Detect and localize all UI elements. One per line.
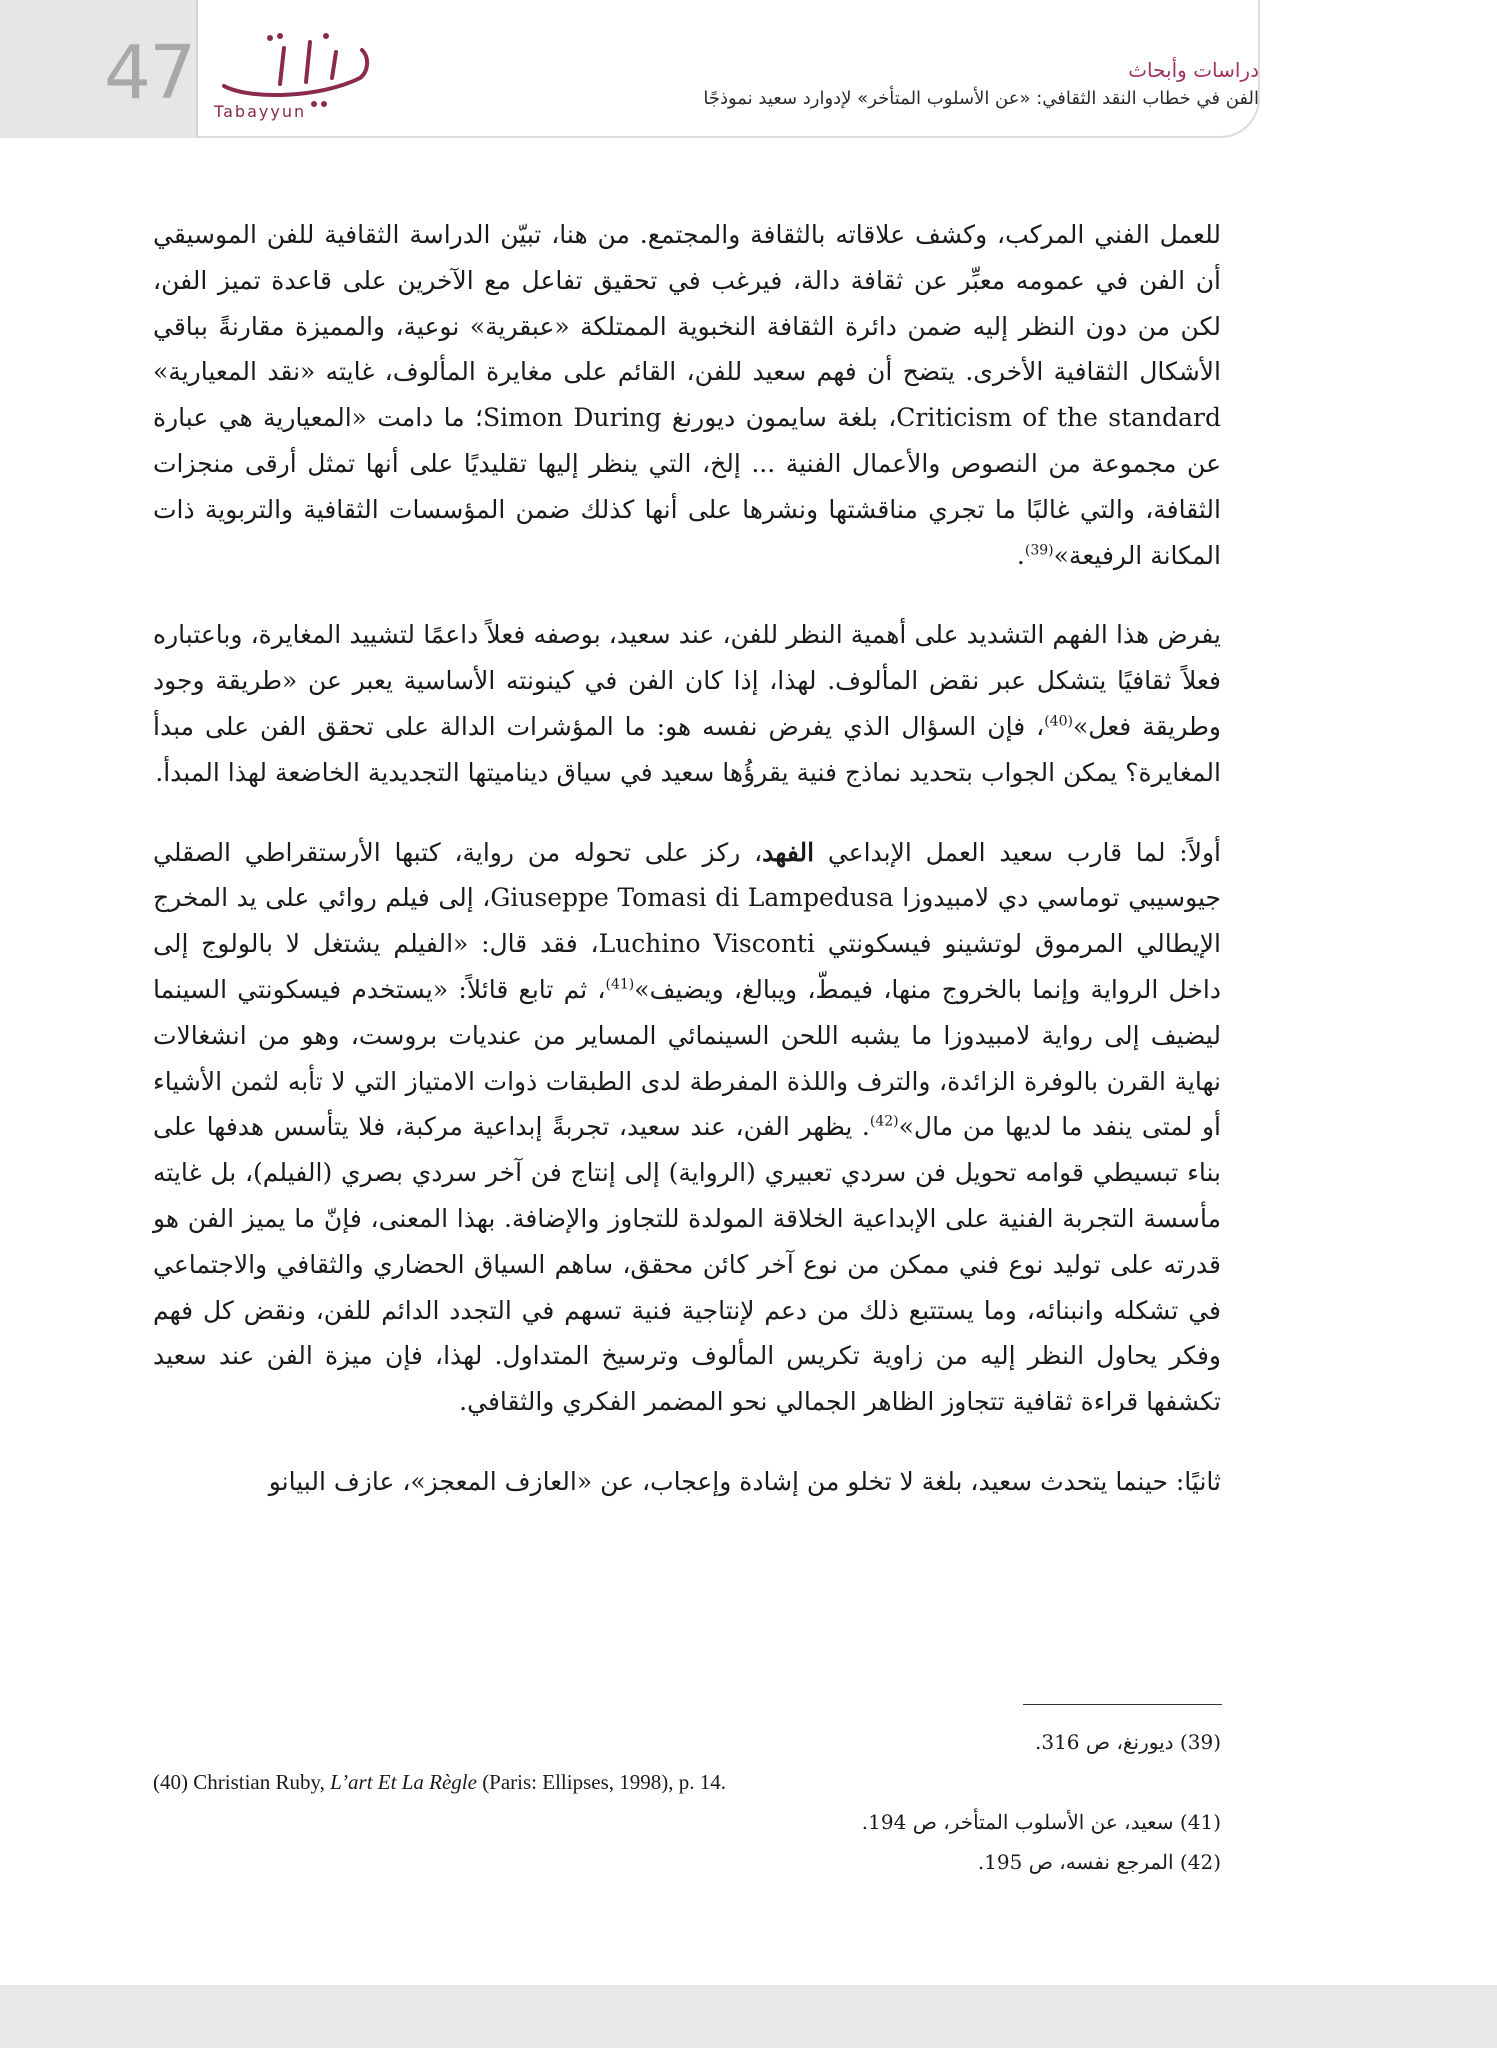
footnote-ref: (41) bbox=[605, 976, 635, 993]
page-number: 47 bbox=[104, 30, 195, 116]
footer-band bbox=[0, 1985, 1497, 2048]
paragraph-1: للعمل الفني المركب، وكشف علاقاته بالثقافة والمجتمع. من هنا، تبيّن الدراسة الثقافية للفن الموسيقي أن الفن في عمومه معبِّر عن ثقافة دالة، فيرغب في تحقيق تفاعل مع الآخرين على قاعدة تميز الفن، لكن من دون النظر إليه ضمن دائرة الثقافة النخبوية الممتلكة «عبقرية» نوعية، والمميزة مقارنةً بباقي الأشكال الثقافية الأخرى. يتضح أن فهم سعيد للفن، القائم على مغايرة المألوف، غايته «نقد المعيارية» Criticism of the standard، بلغة سايمون ديورنغ Simon During؛ ما دامت «المعيارية هي عبارة عن مجموعة من النصوص والأعمال الفنية ... إلخ، التي ينظر إليها تقليديًا على أنها تمثل أرقى منجزات الثقافة، والتي غالبًا ما تجري مناقشتها ونشرها على أنها كذلك ضمن المؤسسات الثقافية والتربوية ذات المكانة الرفيعة»$^{(39)}$. bbox=[153, 220, 1221, 570]
footnote-rule bbox=[1023, 1704, 1222, 1705]
paragraph-2: يفرض هذا الفهم التشديد على أهمية النظر للفن، عند سعيد، بوصفه فعلاً داعمًا لتشييد المغايرة، وباعتباره فعلاً ثقافيًا يتشكل عبر نقض المألوف. لهذا، إذا كان الفن في كينونته الأساسية يعبر عن «طريقة وجود وطريقة فعل»$^{(40)}$، فإن السؤال الذي يفرض نفسه هو: ما المؤشرات الدالة على تحقق الفن على مبدأ المغايرة؟ يمكن الجواب بتحديد نماذج فنية يقرؤُها سعيد في سياق ديناميتها التجديدية الخاضعة لهذا المبدأ. bbox=[153, 620, 1221, 787]
latin-term: Criticism of the standard bbox=[896, 403, 1221, 433]
tabayyun-logo bbox=[210, 28, 390, 132]
article-body bbox=[153, 212, 1221, 1539]
bold-title: الفهد bbox=[762, 837, 815, 867]
book-title: L’art Et La Règle bbox=[330, 1770, 477, 1794]
footnote-42: (42) المرجع نفسه، ص 195. bbox=[977, 1850, 1221, 1874]
section-label: دراسات وأبحاث bbox=[1128, 58, 1259, 82]
footnote-ref: (40) bbox=[1044, 713, 1073, 730]
latin-name: Luchino Visconti bbox=[598, 929, 815, 959]
footnote-41: (41) سعيد، عن الأسلوب المتأخر، ص 194. bbox=[861, 1810, 1221, 1834]
running-title: الفن في خطاب النقد الثقافي: «عن الأسلوب المتأخر» لإدوارد سعيد نموذجًا bbox=[703, 88, 1259, 109]
logo-latin-text: Tabayyun bbox=[214, 102, 307, 121]
footnote-40: (40) Christian Ruby, L’art Et La Règle (Paris: Ellipses, 1998), p. 14. bbox=[153, 1770, 727, 1794]
paragraph-4: ثانيًا: حينما يتحدث سعيد، بلغة لا تخلو من إشادة وإعجاب، عن «العازف المعجز»، عازف البيانو bbox=[268, 1466, 1221, 1496]
latin-name: Giuseppe Tomasi di Lampedusa bbox=[490, 883, 894, 913]
latin-name: Simon During bbox=[482, 403, 662, 433]
paragraph-3: أولاً: لما قارب سعيد العمل الإبداعي الفهد، ركز على تحوله من رواية، كتبها الأرستقراطي الصقلي جيوسيبي توماسي دي لامبيدوزا Giuseppe Tomasi di Lampedusa، إلى فيلم روائي على يد المخرج الإيطالي المرموق لوتشينو فيسكونتي Luchino Visconti، فقد قال: «الفيلم يشتغل لا بالولوج إلى داخل الرواية وإنما بالخروج منها، فيمطّ، ويبالغ، ويضيف»$^{(41)}$، ثم تابع قائلاً: «يستخدم فيسكونتي السينما ليضيف إلى رواية لامبيدوزا ما يشبه اللحن السينمائي المساير من عنديات بروست، وهو من انشغالات نهاية القرن بالوفرة الزائدة، والترف واللذة المفرطة لدى الطبقات ذوات الامتياز التي لا تأبه لثمن الأشياء أو لمتى ينفد ما لديها من مال»$^{(42)}$. يظهر الفن، عند سعيد، تجربةً إبداعية مركبة، فلا يتأسس هدفها على بناء تبسيطي قوامه تحويل فن سردي تعبيري (الرواية) إلى إنتاج فن آخر سردي بصري (الفيلم)، بل غايته مأسسة التجربة الفنية على الإبداعية الخلاقة المولدة للتجاوز والإضافة. بهذا المعنى، فإنّ ما يميز الفن هو قدرته على توليد نوع فني ممكن من نوع آخر كائن محقق، ساهم السياق الحضاري والثقافي والاجتماعي في تشكله وانبنائه، وما يستتبع ذلك من دعم لإنتاجية فنية تسهم في التجدد الدائم للفن، ونقض كل فهم وفكر يحاول النظر إليه من زاوية تكريس المألوف وترسيخ المتداول. لهذا، فإن ميزة الفن عند سعيد تكشفها قراءة ثقافية تتجاوز الظاهر الجمالي نحو المضمر الفكري والثقافي. bbox=[153, 837, 1221, 1417]
footnotes bbox=[153, 1722, 1221, 1882]
footnote-39: (39) ديورنغ، ص 316. bbox=[1035, 1730, 1221, 1754]
logo-divider bbox=[196, 0, 198, 138]
footnote-ref: (39) bbox=[1024, 542, 1054, 559]
footnote-ref: (42) bbox=[869, 1114, 899, 1131]
logo-calligraphy-icon bbox=[210, 28, 390, 108]
